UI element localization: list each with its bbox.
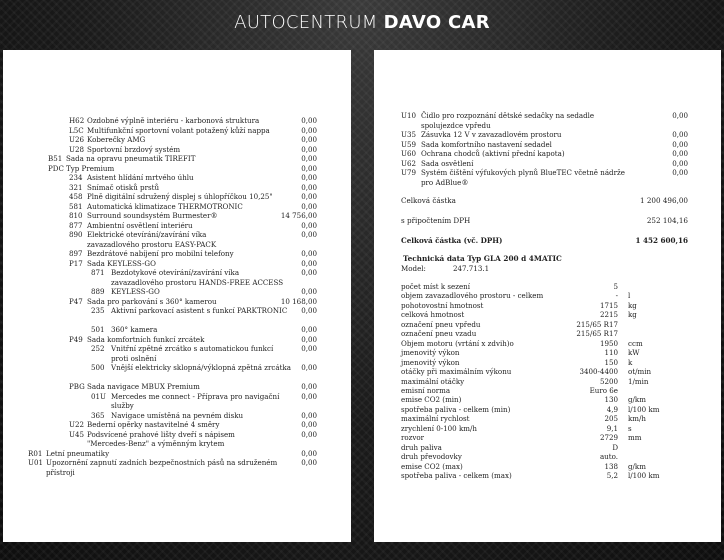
option-description: Ozdobné výplně interiéru - karbonová struktura xyxy=(87,116,260,125)
brand-name-light: AUTOCENTRUM xyxy=(234,12,384,33)
option-price: 0,00 xyxy=(301,448,317,458)
spec-value: 2729 xyxy=(599,433,618,443)
spec-label: emise CO2 (max) xyxy=(401,461,463,471)
spec-value: 4,9 xyxy=(606,404,618,414)
spec-value: 1950 xyxy=(599,338,618,348)
option-description: Sada komfortního nastavení sedadel xyxy=(421,139,552,149)
option-description: Letní pneumatiky xyxy=(46,448,110,458)
vat-value: 252 104,16 xyxy=(646,216,688,225)
spec-label: spotřeba paliva - celkem (max) xyxy=(401,471,512,480)
option-price: 0,00 xyxy=(672,158,688,168)
spec-unit: km/h xyxy=(628,414,646,424)
spec-value: 150 xyxy=(604,357,618,367)
option-description: Ochrana chodců (aktivní přední kapota) xyxy=(421,149,565,158)
total-value: 1 200 496,00 xyxy=(639,196,688,205)
option-price: 14 756,00 xyxy=(280,211,317,220)
spec-unit: l/100 km xyxy=(628,471,660,480)
option-price: 0,00 xyxy=(301,201,317,211)
option-code: 810 xyxy=(69,211,83,220)
spec-value: 215/65 R17 xyxy=(576,329,618,339)
spec-label: maximální rychlost xyxy=(401,414,470,424)
spec-value: 5,2 xyxy=(606,471,618,480)
vat-label: s připočtením DPH xyxy=(401,216,471,225)
option-description: Sada komfortních funkcí zrcátek xyxy=(87,334,205,344)
spec-label: objem zavazadlového prostoru - celkem xyxy=(401,291,544,301)
grand-total-label: Celková částka (vč. DPH) xyxy=(401,236,503,245)
option-description: Asistent hlídání mrtvého úhlu xyxy=(87,173,194,182)
option-price: 0,00 xyxy=(301,410,317,420)
option-price: 0,00 xyxy=(672,130,688,139)
option-code: 889 xyxy=(91,287,105,296)
option-description: Elektrické otevírání/zavírání víka zavazadlového prostoru EASY-PACK xyxy=(87,230,217,249)
spec-label: rozvor xyxy=(401,433,425,443)
option-code: U60 xyxy=(401,149,417,158)
option-description: Bezdotykové otevírání/zavírání víka zavazadlového prostoru HANDS-FREE ACCESS xyxy=(111,268,284,287)
option-price: 0,00 xyxy=(301,154,317,163)
spec-label: maximální otáčky xyxy=(401,376,465,386)
option-description: Multifunkční sportovní volant potažený kůží nappa xyxy=(87,125,270,135)
option-price: 0,00 xyxy=(301,334,317,344)
spec-unit: kg xyxy=(628,300,637,310)
spec-unit: kW xyxy=(628,348,640,358)
spec-unit: l xyxy=(628,291,631,301)
spec-unit: s xyxy=(628,423,632,433)
option-code: U59 xyxy=(401,139,417,149)
spec-label: druh paliva xyxy=(401,442,442,452)
option-description: Aktivní parkovací asistent s funkcí PARKTRONIC xyxy=(111,306,288,315)
option-price: 0,00 xyxy=(672,139,688,149)
option-price: 0,00 xyxy=(301,458,317,467)
spec-label: zrychlení 0-100 km/h xyxy=(401,423,477,433)
option-code: 321 xyxy=(69,182,83,192)
option-code: 235 xyxy=(91,306,105,315)
option-price: 0,00 xyxy=(301,125,317,135)
option-code: 890 xyxy=(69,230,83,239)
spec-value: 3400-4400 xyxy=(579,367,618,377)
spec-value: Euro 6e xyxy=(589,385,618,395)
option-code: P47 xyxy=(69,296,83,306)
option-code: 897 xyxy=(69,249,83,258)
option-description: Surround soundsystém Burmester® xyxy=(87,211,218,220)
spec-value: D xyxy=(612,442,618,452)
option-price: 0,00 xyxy=(301,268,317,277)
spec-label: označení pneu vpředu xyxy=(401,319,481,329)
spec-label: jmenovitý výkon xyxy=(401,357,460,367)
option-price: 0,00 xyxy=(301,344,317,353)
spec-value: 110 xyxy=(604,348,618,358)
option-code: 234 xyxy=(69,173,83,182)
option-code: PDC xyxy=(48,163,64,173)
spec-value: 5200 xyxy=(599,376,618,386)
spec-value: - xyxy=(615,291,618,301)
option-code: B51 xyxy=(48,154,63,163)
option-price: 0,00 xyxy=(672,111,688,120)
spec-value: 205 xyxy=(604,414,618,424)
option-code: 871 xyxy=(91,268,105,277)
spec-value: 138 xyxy=(604,461,618,471)
spec-unit: g/km xyxy=(628,461,646,471)
option-description: Koberečky AMG xyxy=(87,135,146,144)
option-description: Sada pro parkování s 360° kamerou xyxy=(87,296,217,306)
spec-value: 215/65 R17 xyxy=(576,319,618,329)
option-code: H62 xyxy=(69,116,85,125)
model-value: 247.713.1 xyxy=(453,264,490,273)
spec-label: druh převodovky xyxy=(401,452,462,462)
spec-label: pohotovostní hmotnost xyxy=(401,300,484,310)
option-price: 0,00 xyxy=(301,192,317,201)
option-price: 0,00 xyxy=(672,168,688,177)
spec-value: auto. xyxy=(599,452,618,462)
document-page-left xyxy=(3,50,351,542)
option-code: R01 xyxy=(28,448,43,458)
spec-unit: ot/min xyxy=(628,367,652,377)
option-description: Podsvícené prahové lišty dveří s nápisem "Mercedes-Benz" a výměnným krytem xyxy=(87,429,235,448)
option-code: 01U xyxy=(91,391,107,401)
brand-name-bold: DAVO CAR xyxy=(383,12,490,33)
option-description: Ambientní osvětlení interiéru xyxy=(87,220,193,230)
spec-label: počet míst k sezení xyxy=(401,282,470,291)
option-code: U01 xyxy=(28,458,44,467)
spec-label: spotřeba paliva - celkem (min) xyxy=(401,404,511,414)
model-label: Model: xyxy=(401,264,426,273)
spec-unit: 1/min xyxy=(628,376,649,386)
option-price: 0,00 xyxy=(301,306,317,315)
option-price: 0,00 xyxy=(301,144,317,154)
option-description: Čidlo pro rozpoznání dětské sedačky na sedadle spolujezdce vpředu xyxy=(421,111,595,130)
option-price: 0,00 xyxy=(301,382,317,391)
option-price: 0,00 xyxy=(301,163,317,173)
option-price: 0,00 xyxy=(301,220,317,230)
option-price: 0,00 xyxy=(301,429,317,439)
option-price: 0,00 xyxy=(301,116,317,125)
spec-label: otáčky při maximálním výkonu xyxy=(401,367,512,377)
option-description: Systém čištění výfukových plynů BlueTEC včetně nádrže pro AdBlue® xyxy=(421,168,625,187)
option-description: Sada na opravu pneumatik TIREFIT xyxy=(66,154,196,163)
spec-unit: kg xyxy=(628,310,637,320)
spec-unit: g/km xyxy=(628,395,646,405)
spec-unit: ccm xyxy=(628,338,643,348)
option-code: U22 xyxy=(69,420,85,429)
spec-label: označení pneu vzadu xyxy=(401,329,477,339)
option-price: 0,00 xyxy=(301,420,317,429)
option-code: 501 xyxy=(91,325,105,334)
spec-label: emise CO2 (min) xyxy=(401,395,462,405)
option-code: U28 xyxy=(69,144,85,154)
option-description: Zásuvka 12 V v zavazadlovém prostoru xyxy=(421,130,562,139)
spec-value: 1715 xyxy=(599,300,618,310)
option-description: Sada osvětlení xyxy=(421,158,474,168)
option-code: P17 xyxy=(69,258,83,268)
option-code: P49 xyxy=(69,334,83,344)
total-label: Celková částka xyxy=(401,196,456,205)
document-page-right xyxy=(374,50,721,542)
option-price: 0,00 xyxy=(301,258,317,268)
option-code: L5C xyxy=(69,125,84,135)
option-price: 0,00 xyxy=(301,135,317,144)
option-code: 581 xyxy=(69,201,83,211)
option-code: U79 xyxy=(401,168,417,177)
option-description: Bederní opěrky nastavitelné 4 směry xyxy=(87,420,220,429)
option-description: 360° kamera xyxy=(111,325,158,334)
spec-value: 5 xyxy=(613,282,618,291)
option-price: 0,00 xyxy=(301,363,317,372)
option-price: 0,00 xyxy=(301,249,317,258)
option-code: 877 xyxy=(69,220,83,230)
option-price: 0,00 xyxy=(301,391,317,401)
option-code: U10 xyxy=(401,111,417,120)
option-description: Navigace umístěná na pevném disku xyxy=(111,410,244,420)
option-description: Bezdrátové nabíjení pro mobilní telefony xyxy=(87,249,234,258)
option-price: 0,00 xyxy=(672,149,688,158)
option-description: Mercedes me connect - Příprava pro navigační služby xyxy=(111,391,280,410)
option-code: U26 xyxy=(69,135,85,144)
option-price: 0,00 xyxy=(301,230,317,239)
spec-value: 130 xyxy=(604,395,618,405)
option-description: Sportovní brzdový systém xyxy=(87,144,181,154)
option-description: Automatická klimatizace THERMOTRONIC xyxy=(87,201,243,211)
option-code: 458 xyxy=(69,192,83,201)
spec-value: 9,1 xyxy=(606,423,618,433)
option-description: Vnější elektricky sklopná/výklopná zpětná zrcátka xyxy=(111,363,292,372)
spec-unit: mm xyxy=(628,433,642,443)
brand-header xyxy=(0,12,724,33)
option-description: Typ Premium xyxy=(66,163,115,173)
spec-unit: l/100 km xyxy=(628,404,660,414)
spec-value: 2215 xyxy=(599,310,618,320)
option-price: 0,00 xyxy=(301,173,317,182)
spec-label: celková hmotnost xyxy=(401,310,465,320)
option-description: Sada navigace MBUX Premium xyxy=(87,382,200,391)
option-description: Plně digitální sdružený displej s úhlopříčkou 10,25" xyxy=(87,192,273,201)
spec-label: jmenovitý výkon xyxy=(401,348,460,358)
option-price: 0,00 xyxy=(301,182,317,192)
option-price: 0,00 xyxy=(301,325,317,334)
option-price: 10 168,00 xyxy=(280,296,317,306)
option-code: 500 xyxy=(91,363,105,372)
option-description: Vnitřní zpětné zrcátko s automatickou funkcí proti oslnění xyxy=(111,344,274,363)
option-price: 0,00 xyxy=(301,287,317,296)
option-description: Sada KEYLESS-GO xyxy=(87,258,156,268)
option-code: 252 xyxy=(91,344,105,353)
spec-label: Objem motoru (vrtání x zdvih)o xyxy=(401,338,514,348)
option-description: Snímač otisků prstů xyxy=(87,182,160,192)
option-code: U35 xyxy=(401,130,417,139)
spec-label: emisní norma xyxy=(401,385,451,395)
option-description: KEYLESS-GO xyxy=(111,287,160,296)
option-code: U62 xyxy=(401,158,417,168)
option-code: U45 xyxy=(69,429,85,439)
spec-unit: k xyxy=(628,357,633,367)
tech-title: Technická data Typ GLA 200 d 4MATIC xyxy=(403,254,562,263)
grand-total-value: 1 452 600,16 xyxy=(635,236,688,245)
option-description: Upozornění zapnutí zadních bezpečnostních pásů na sdruženém přístroji xyxy=(46,458,278,477)
option-code: PBG xyxy=(69,382,85,391)
option-code: 365 xyxy=(91,410,105,420)
